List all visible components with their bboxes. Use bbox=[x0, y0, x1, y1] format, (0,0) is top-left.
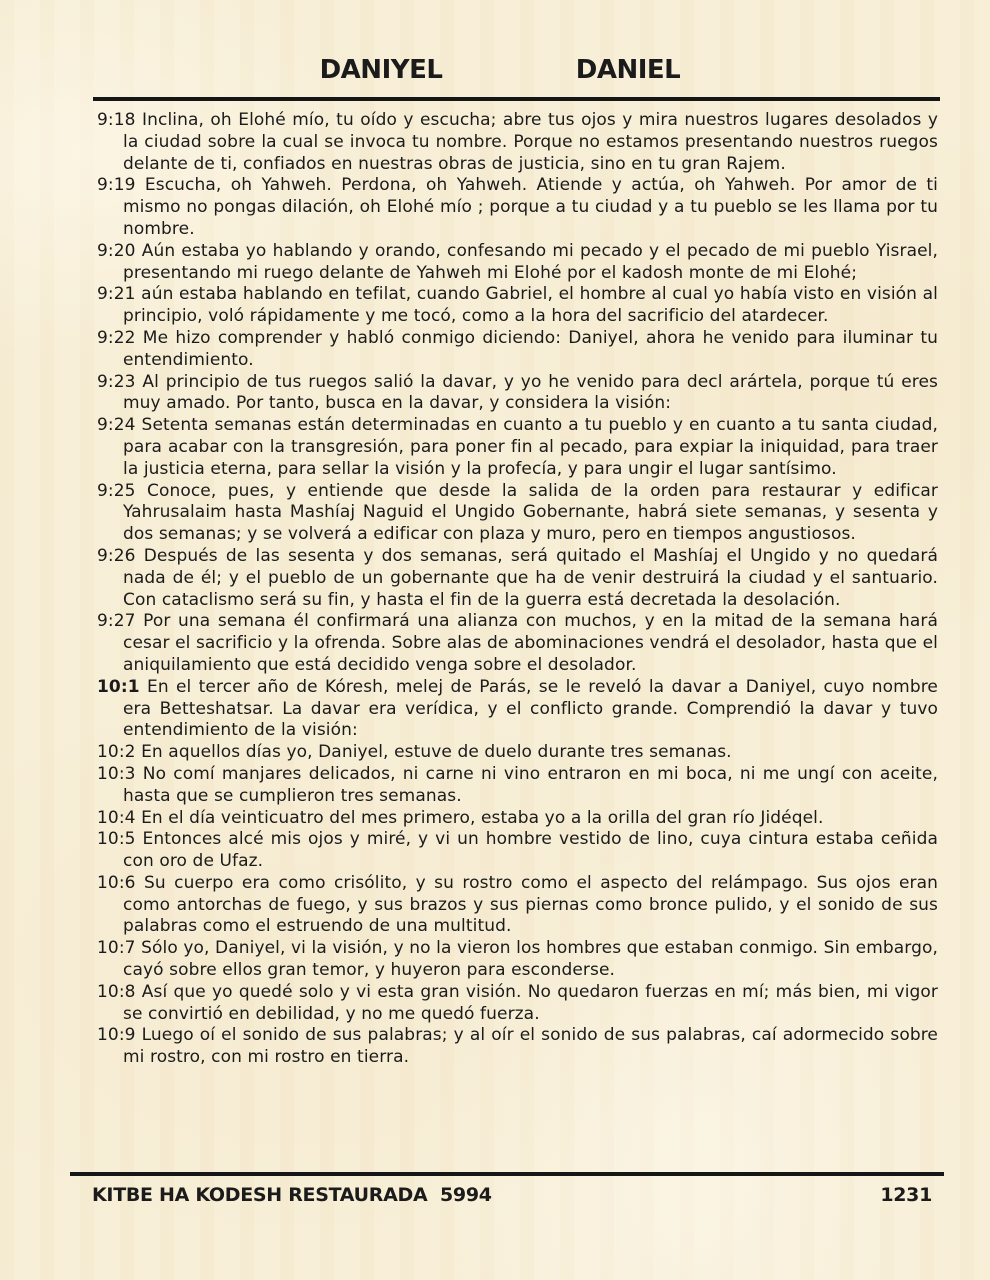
verse-number: 10:3 bbox=[97, 763, 136, 784]
verse-paragraph: 10:8 Así que yo quedé solo y vi esta gran visión. No quedaron fuerzas en mí; más bien, mi vigor se convirtió en debilidad, y no me quedó fuerza. bbox=[97, 981, 938, 1024]
verse-number: 10:6 bbox=[97, 872, 136, 893]
footer-divider bbox=[70, 1172, 944, 1176]
verse-paragraph: 9:20 Aún estaba yo hablando y orando, confesando mi pecado y el pecado de mi pueblo Yisrael, presentando mi ruego delante de Yahweh mi Elohé por el kadosh monte de mi Elohé; bbox=[97, 240, 938, 283]
verse-paragraph: 9:25 Conoce, pues, y entiende que desde la salida de la orden para restaurar y edificar Yahrusalaim hasta Mashíaj Naguid el Ungido Gobernante, habrá siete semanas, y sesenta y dos semanas; y se volverá a edificar con plaza y muro, pero en tiempos angustiosos. bbox=[97, 480, 938, 545]
verse-number: 9:27 bbox=[97, 611, 136, 632]
verse-number: 10:8 bbox=[97, 981, 136, 1002]
verse-paragraph: 9:26 Después de las sesenta y dos semanas, será quitado el Mashíaj el Ungido y no quedará nada de él; y el pueblo de un gobernante que ha de venir destruirá la ciudad y el santuario. Con cataclismo será su fin, y hasta el fin de la guerra está decretada la desolación. bbox=[97, 545, 938, 610]
verse-number: 9:18 bbox=[97, 110, 136, 130]
verse-number: 9:26 bbox=[97, 545, 136, 566]
verse-paragraph: 9:21 aún estaba hablando en tefilat, cuando Gabriel, el hombre al cual yo había visto en visión al principio, voló rápidamente y me tocó, como a la hora del sacrificio del atardecer. bbox=[97, 284, 938, 327]
verse-number: 9:21 bbox=[97, 284, 136, 305]
verse-paragraph: 10:5 Entonces alcé mis ojos y miré, y vi un hombre vestido de lino, cuya cintura estaba ceñida con oro de Ufaz. bbox=[97, 829, 938, 872]
verse-number: 9:23 bbox=[97, 371, 136, 392]
verse-number: 9:22 bbox=[97, 327, 136, 348]
verse-number: 10:2 bbox=[97, 742, 136, 763]
verse-number: 9:19 bbox=[97, 175, 136, 196]
verse-paragraph: 9:19 Escucha, oh Yahweh. Perdona, oh Yahweh. Atiende y actúa, oh Yahweh. Por amor de ti mismo no pongas dilación, oh Elohé mío ; porque a tu ciudad y a tu pueblo se les llama por tu nombre. bbox=[97, 175, 938, 239]
verse-number: 10:5 bbox=[97, 829, 136, 850]
verse-paragraph: 9:24 Setenta semanas están determinadas en cuanto a tu pueblo y en cuanto a tu santa ciudad, para acabar con la transgresión, para poner fin al pecado, para expiar la iniquidad, para traer la justicia eterna, para sellar la visión y la profecía, y para ungir el lugar santísimo. bbox=[97, 415, 938, 479]
verse-paragraph: 10:2 En aquellos días yo, Daniyel, estuve de duelo durante tres semanas. bbox=[97, 742, 732, 763]
verse-paragraph: 9:27 Por una semana él confirmará una alianza con muchos, y en la mitad de la semana hará cesar el sacrificio y la ofrenda. Sobre alas de abominaciones vendrá el desolador, hasta que el aniquilamiento que está decidido venga sobre el desolador. bbox=[97, 611, 938, 675]
page-number: 1231 bbox=[880, 1184, 932, 1206]
verse-paragraph: 9:22 Me hizo comprender y habló conmigo diciendo: Daniyel, ahora he venido para iluminar tu entendimiento. bbox=[97, 327, 938, 370]
verse-number: 10:4 bbox=[97, 807, 136, 828]
header-divider bbox=[93, 97, 940, 101]
verse-paragraph: 10:9 Luego oí el sonido de sus palabras; y al oír el sonido de sus palabras, caí adormecido sobre mi rostro, con mi rostro en tierra. bbox=[97, 1025, 938, 1068]
verse-number: 9:20 bbox=[97, 240, 136, 261]
verse-number: 9:24 bbox=[97, 415, 136, 436]
verse-list bbox=[97, 110, 938, 1069]
verse-paragraph: 9:23 Al principio de tus ruegos salió la davar, y yo he venido para decl arártela, porque tú eres muy amado. Por tanto, busca en la davar, y considera la visión: bbox=[97, 371, 938, 414]
verse-paragraph: 10:3 No comí manjares delicados, ni carne ni vino entraron en mi boca, ni me ungí con aceite, hasta que se cumplieron tres semanas. bbox=[97, 763, 938, 806]
verse-number: 10:1 bbox=[97, 676, 140, 697]
verse-paragraph: 10:1 En el tercer año de Kóresh, melej de Parás, se le reveló la davar a Daniyel, cuyo nombre era Betteshatsar. La davar era verídica, y el conflicto grande. Comprendió la davar y tuvo entendimiento de la visión: bbox=[97, 676, 938, 741]
footer-book-title: KITBE HA KODESH RESTAURADA 5994 bbox=[92, 1184, 492, 1206]
verse-paragraph: 9:18 Inclina, oh Elohé mío, tu oído y escucha; abre tus ojos y mira nuestros lugares desolados y la ciudad sobre la cual se invoca tu nombre. Porque no estamos presentando nuestros ruegos delante de ti, confiados en nuestras obras de justicia, sino en tu gran Rajem. bbox=[97, 110, 938, 174]
verse-number: 9:25 bbox=[97, 480, 136, 501]
page-title-translated: DANIEL bbox=[575, 55, 681, 85]
verse-number: 10:7 bbox=[97, 938, 136, 959]
verse-paragraph: 10:6 Su cuerpo era como crisólito, y su rostro como el aspecto del relámpago. Sus ojos eran como antorchas de fuego, y sus brazos y sus piernas como bronce pulido, y el sonido de sus palabras como el estruendo de una multitud. bbox=[97, 872, 938, 937]
verse-paragraph: 10:4 En el día veinticuatro del mes primero, estaba yo a la orilla del gran río Jidéqel. bbox=[97, 807, 824, 828]
page-title-transliterated: DANIYEL bbox=[319, 55, 443, 85]
verse-paragraph: 10:7 Sólo yo, Daniyel, vi la visión, y no la vieron los hombres que estaban conmigo. Sin embargo, cayó sobre ellos gran temor, y huyeron para esconderse. bbox=[97, 938, 938, 981]
verse-number: 10:9 bbox=[97, 1025, 136, 1046]
